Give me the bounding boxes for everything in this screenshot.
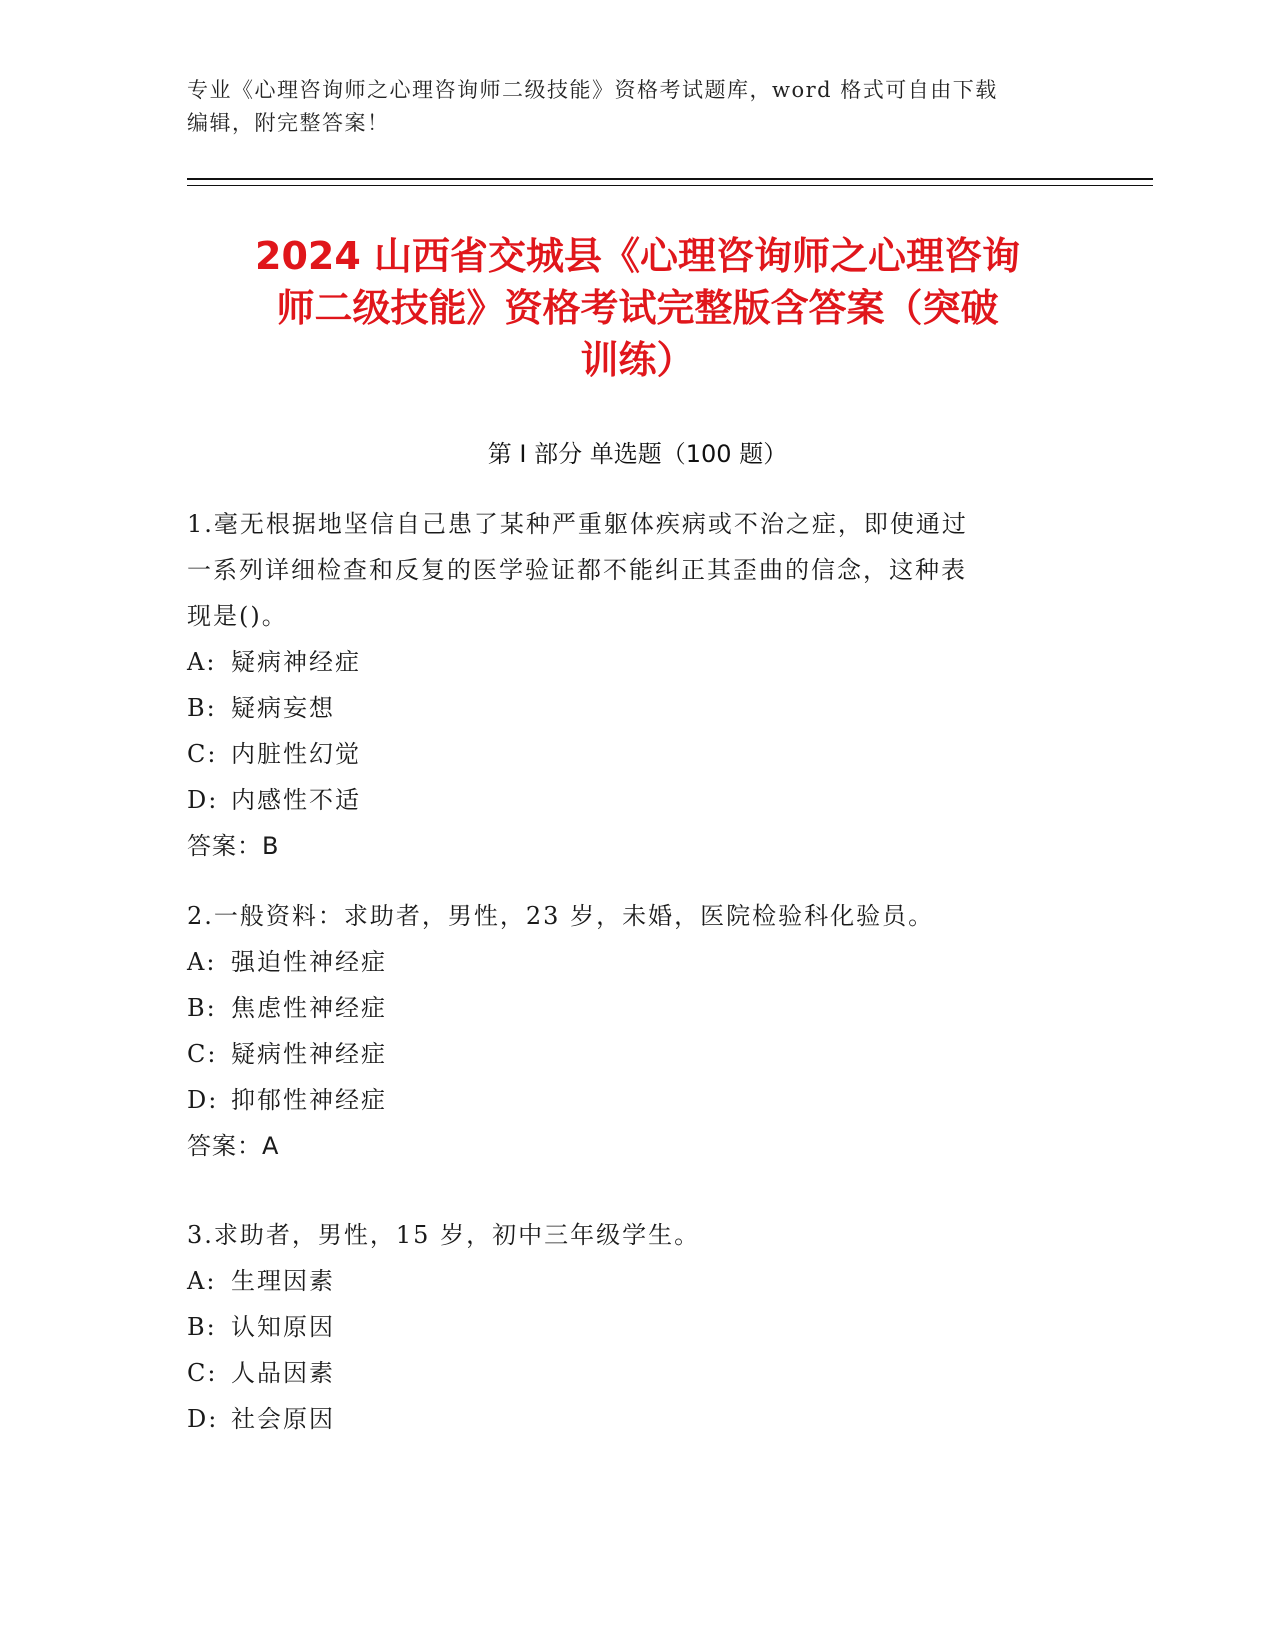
page-header [187, 74, 1087, 140]
answer: 答案：B [187, 832, 280, 860]
option-text: 疑病妄想 [231, 694, 335, 722]
option-b [187, 1304, 1067, 1350]
option-text: 强迫性神经症 [231, 948, 387, 976]
option-text: 社会原因 [231, 1405, 335, 1433]
question-stem-line: 1.毫无根据地坚信自己患了某种严重躯体疾病或不治之症，即使通过 [187, 510, 968, 538]
option-b [187, 685, 1067, 731]
title-line-1: 2024 山西省交城县《心理咨询师之心理咨询 [255, 234, 1020, 278]
header-line-2: 编辑，附完整答案！ [187, 111, 390, 135]
option-a [187, 639, 1067, 685]
option-text: 生理因素 [231, 1267, 335, 1295]
header-divider-thick [187, 178, 1153, 180]
option-key: A: [187, 948, 217, 976]
option-text: 疑病神经症 [231, 648, 361, 676]
question-2 [187, 893, 1067, 1169]
option-key: C: [187, 740, 218, 768]
title-line-3: 训练） [580, 338, 695, 382]
option-text: 内脏性幻觉 [231, 740, 361, 768]
header-divider-thin [187, 185, 1153, 186]
option-text: 疑病性神经症 [231, 1040, 387, 1068]
option-key: D: [187, 1086, 219, 1114]
option-text: 认知原因 [231, 1313, 335, 1341]
option-d [187, 1396, 1067, 1442]
option-key: B: [187, 694, 217, 722]
section-heading: 第 I 部分 单选题（100 题） [487, 440, 788, 468]
option-c [187, 1350, 1067, 1396]
option-key: D: [187, 1405, 219, 1433]
option-key: B: [187, 994, 217, 1022]
option-key: C: [187, 1040, 218, 1068]
option-text: 焦虑性神经症 [231, 994, 387, 1022]
question-3 [187, 1212, 1067, 1442]
question-stem-line: 现是()。 [187, 602, 288, 630]
question-stem-line: 2.一般资料：求助者，男性，23 岁，未婚，医院检验科化验员。 [187, 902, 935, 930]
option-c [187, 1031, 1067, 1077]
document-title [150, 230, 1125, 386]
option-text: 抑郁性神经症 [231, 1086, 387, 1114]
question-1 [187, 501, 1067, 869]
question-stem-line: 3.求助者，男性，15 岁，初中三年级学生。 [187, 1221, 701, 1249]
answer: 答案：A [187, 1132, 280, 1160]
option-a [187, 939, 1067, 985]
option-key: B: [187, 1313, 217, 1341]
question-stem-line: 一系列详细检查和反复的医学验证都不能纠正其歪曲的信念，这种表 [187, 556, 967, 584]
option-c [187, 731, 1067, 777]
option-b [187, 985, 1067, 1031]
option-key: A: [187, 648, 217, 676]
option-d [187, 777, 1067, 823]
option-key: D: [187, 786, 219, 814]
option-text: 人品因素 [231, 1359, 335, 1387]
option-a [187, 1258, 1067, 1304]
title-line-2: 师二级技能》资格考试完整版含答案（突破 [276, 286, 999, 330]
option-text: 内感性不适 [231, 786, 361, 814]
option-key: C: [187, 1359, 218, 1387]
header-line-1: 专业《心理咨询师之心理咨询师二级技能》资格考试题库，word 格式可自由下载 [187, 78, 998, 102]
option-key: A: [187, 1267, 217, 1295]
option-d [187, 1077, 1067, 1123]
